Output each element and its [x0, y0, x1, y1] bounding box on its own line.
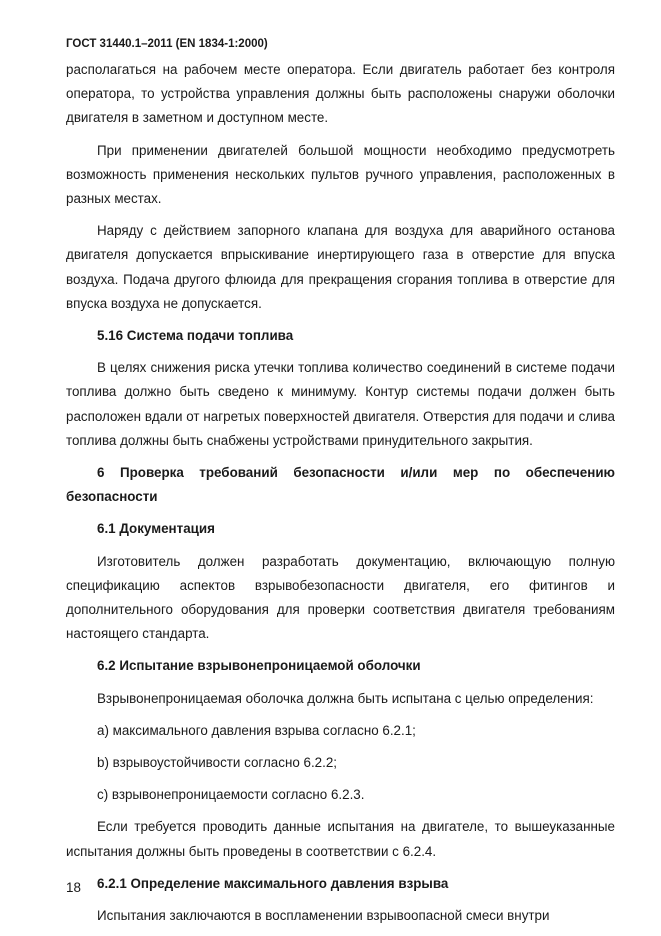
paragraph-enclosure-test: Взрывонепроницаемая оболочка должна быть испытана с целью определения: — [97, 690, 594, 706]
list-item-b: b) взрывоустойчивости согласно 6.2.2; — [97, 755, 338, 771]
paragraph-fuel-system: В целях снижения риска утечки топлива количество соединений в системе подачи топлива должно быть сведено к минимуму. Контур системы подачи должен быть расположен вдали от нагретых поверхностей двигателя. Отверстия для подачи и слива топлива должны быть снабжены устройствами принудительного закрытия. — [66, 360, 615, 448]
heading-section-6: 6 Проверка требований безопасности и/или мер по обеспечению безопасности — [66, 465, 615, 505]
list-item-c: c) взрывонепроницаемости согласно 6.2.3. — [97, 787, 365, 803]
heading-6-2: 6.2 Испытание взрывонепроницаемой оболочки — [97, 658, 421, 674]
heading-5-16: 5.16 Система подачи топлива — [97, 328, 294, 344]
paragraph-multiple-panels: При применении двигателей большой мощности необходимо предусмотреть возможность применения нескольких пультов ручного управления, расположенных в разных местах. — [66, 142, 615, 207]
list-item-a: a) максимального давления взрыва согласно 6.2.1; — [97, 722, 416, 738]
page-number: 18 — [66, 880, 81, 895]
paragraph-operator-controls: располагаться на рабочем месте оператора. Если двигатель работает без контроля оператора, то устройства управления должны быть расположены снаружи оболочки двигателя в заметном и доступном месте. — [66, 62, 615, 126]
document-header: ГОСТ 31440.1–2011 (EN 1834-1:2000) — [66, 38, 268, 50]
paragraph-ignition-test: Испытания заключаются в воспламенении взрывоопасной смеси внутри — [97, 908, 550, 924]
heading-6-2-1: 6.2.1 Определение максимального давления взрыва — [97, 875, 449, 891]
paragraph-inert-gas: Наряду с действием запорного клапана для воздуха для аварийного останова двигателя допускается впрыскивание инертирующего газа в отверстие для впуска воздуха. Подача другого флюида для прекращения сгорания топлива в отверстие для впуска воздуха не допускается. — [66, 223, 615, 311]
page-body — [66, 58, 615, 928]
paragraph-engine-tests: Если требуется проводить данные испытания на двигателе, то вышеуказанные испытания должны быть проведены в соответствии с 6.2.4. — [66, 819, 615, 859]
heading-6-1: 6.1 Документация — [97, 521, 215, 537]
paragraph-documentation: Изготовитель должен разработать документацию, включающую полную спецификацию аспектов взрывобезопасности двигателя, его фитингов и дополнительного оборудования для проверки соответствия двигателя требованиям настоящего стандарта. — [66, 553, 615, 642]
